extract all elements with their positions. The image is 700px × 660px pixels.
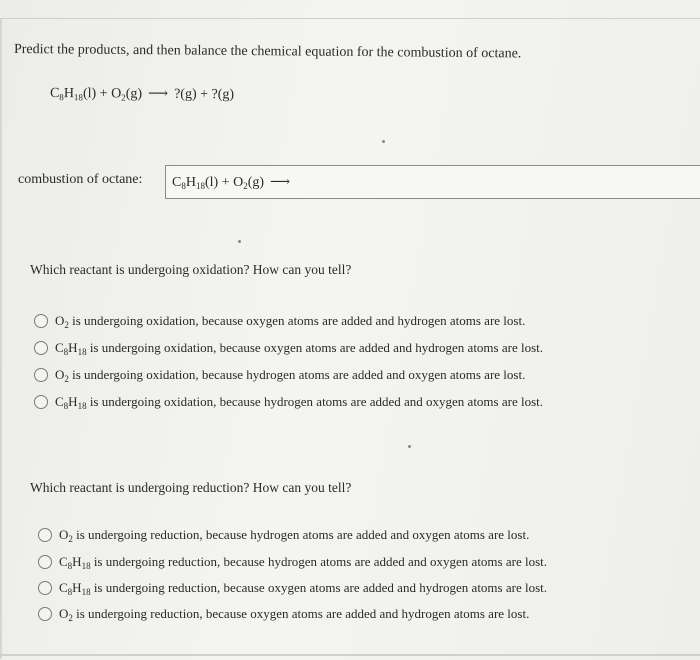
eq-plus: + bbox=[99, 86, 108, 102]
ans-plus: + bbox=[221, 175, 230, 190]
oxidation-option-1[interactable] bbox=[34, 313, 525, 329]
option-formula: $O_2$ bbox=[55, 367, 69, 384]
speck bbox=[382, 140, 385, 143]
option-text: is undergoing reduction, because oxygen atoms are added and hydrogen atoms are lost. bbox=[93, 580, 547, 595]
eq-oxygen: O bbox=[111, 86, 122, 102]
option-formula: $C_8H_{18}$ bbox=[59, 554, 91, 571]
page-edge bbox=[0, 654, 700, 656]
option-formula: $C_8H_{18}$ bbox=[59, 580, 91, 597]
oxidation-option-3[interactable] bbox=[34, 367, 525, 383]
option-formula: $O_2$ bbox=[59, 606, 73, 623]
reduction-option-2[interactable] bbox=[38, 554, 547, 570]
option-formula: $C_8H_{18}$ bbox=[55, 394, 87, 411]
radio-button[interactable] bbox=[34, 341, 48, 355]
eq-product-1: ?(g) bbox=[174, 86, 197, 103]
ans-arrow: ⟶ bbox=[270, 175, 291, 190]
speck bbox=[408, 445, 411, 448]
reduction-option-4[interactable] bbox=[38, 606, 529, 622]
answer-content bbox=[172, 174, 296, 191]
option-text: is undergoing oxidation, because oxygen atoms are added and hydrogen atoms are lost. bbox=[89, 340, 544, 355]
reduction-question: Which reactant is undergoing reduction? How can you tell? bbox=[30, 480, 352, 495]
eq-product-2: ?(g) bbox=[211, 87, 235, 103]
reduction-option-1[interactable] bbox=[38, 527, 529, 543]
ans-oxygen-state: (g) bbox=[247, 175, 265, 190]
speck bbox=[238, 240, 241, 243]
ans-octane-h-sub: 18 bbox=[195, 181, 205, 191]
answer-label: combustion of octane: bbox=[18, 172, 143, 187]
radio-button[interactable] bbox=[34, 395, 48, 409]
oxidation-option-4[interactable] bbox=[34, 394, 543, 410]
ans-octane-c-sub: 8 bbox=[181, 181, 186, 191]
eq-arrow: ⟶ bbox=[147, 86, 169, 102]
option-text: is undergoing oxidation, because hydrogen atoms are added and oxygen atoms are lost. bbox=[72, 367, 526, 382]
oxidation-option-2[interactable] bbox=[34, 340, 543, 356]
option-text: is undergoing reduction, because hydrogen atoms are added and oxygen atoms are lost. bbox=[76, 527, 530, 542]
eq-oxygen-sub: 2 bbox=[121, 92, 126, 103]
radio-button[interactable] bbox=[38, 528, 52, 542]
eq-octane-h-sub: 18 bbox=[73, 92, 83, 103]
eq-plus-2: + bbox=[200, 87, 209, 103]
eq-octane-h: H bbox=[63, 86, 75, 102]
option-text: is undergoing reduction, because hydrogen atoms are added and oxygen atoms are lost. bbox=[93, 554, 547, 569]
option-text: is undergoing oxidation, because oxygen atoms are added and hydrogen atoms are lost. bbox=[72, 313, 526, 328]
radio-button[interactable] bbox=[34, 314, 48, 328]
ans-octane-h: H bbox=[185, 175, 196, 190]
ans-octane-state: (l) bbox=[204, 175, 219, 190]
ans-oxygen: O bbox=[233, 175, 244, 190]
radio-button[interactable] bbox=[38, 581, 52, 595]
eq-octane-c: C bbox=[49, 86, 60, 102]
option-formula: $C_8H_{18}$ bbox=[55, 340, 87, 357]
ans-octane-c: C bbox=[172, 175, 182, 190]
option-text: is undergoing reduction, because oxygen atoms are added and hydrogen atoms are lost. bbox=[76, 606, 530, 621]
eq-oxygen-state: (g) bbox=[125, 86, 143, 102]
reduction-option-3[interactable] bbox=[38, 580, 547, 596]
option-text: is undergoing oxidation, because hydrogen atoms are added and oxygen atoms are lost. bbox=[89, 394, 544, 409]
unbalanced-equation bbox=[50, 85, 234, 103]
instruction-text: Predict the products, and then balance the chemical equation for the combustion of octane. bbox=[13, 42, 522, 62]
oxidation-question: Which reactant is undergoing oxidation? How can you tell? bbox=[30, 262, 352, 277]
eq-octane-c-sub: 8 bbox=[59, 92, 64, 103]
radio-button[interactable] bbox=[38, 555, 52, 569]
radio-button[interactable] bbox=[34, 368, 48, 382]
answer-input[interactable] bbox=[165, 165, 700, 199]
option-formula: $O_2$ bbox=[55, 313, 69, 330]
eq-octane-state: (l) bbox=[82, 86, 97, 102]
ans-oxygen-sub: 2 bbox=[243, 181, 248, 191]
option-formula: $O_2$ bbox=[59, 527, 73, 544]
radio-button[interactable] bbox=[38, 607, 52, 621]
